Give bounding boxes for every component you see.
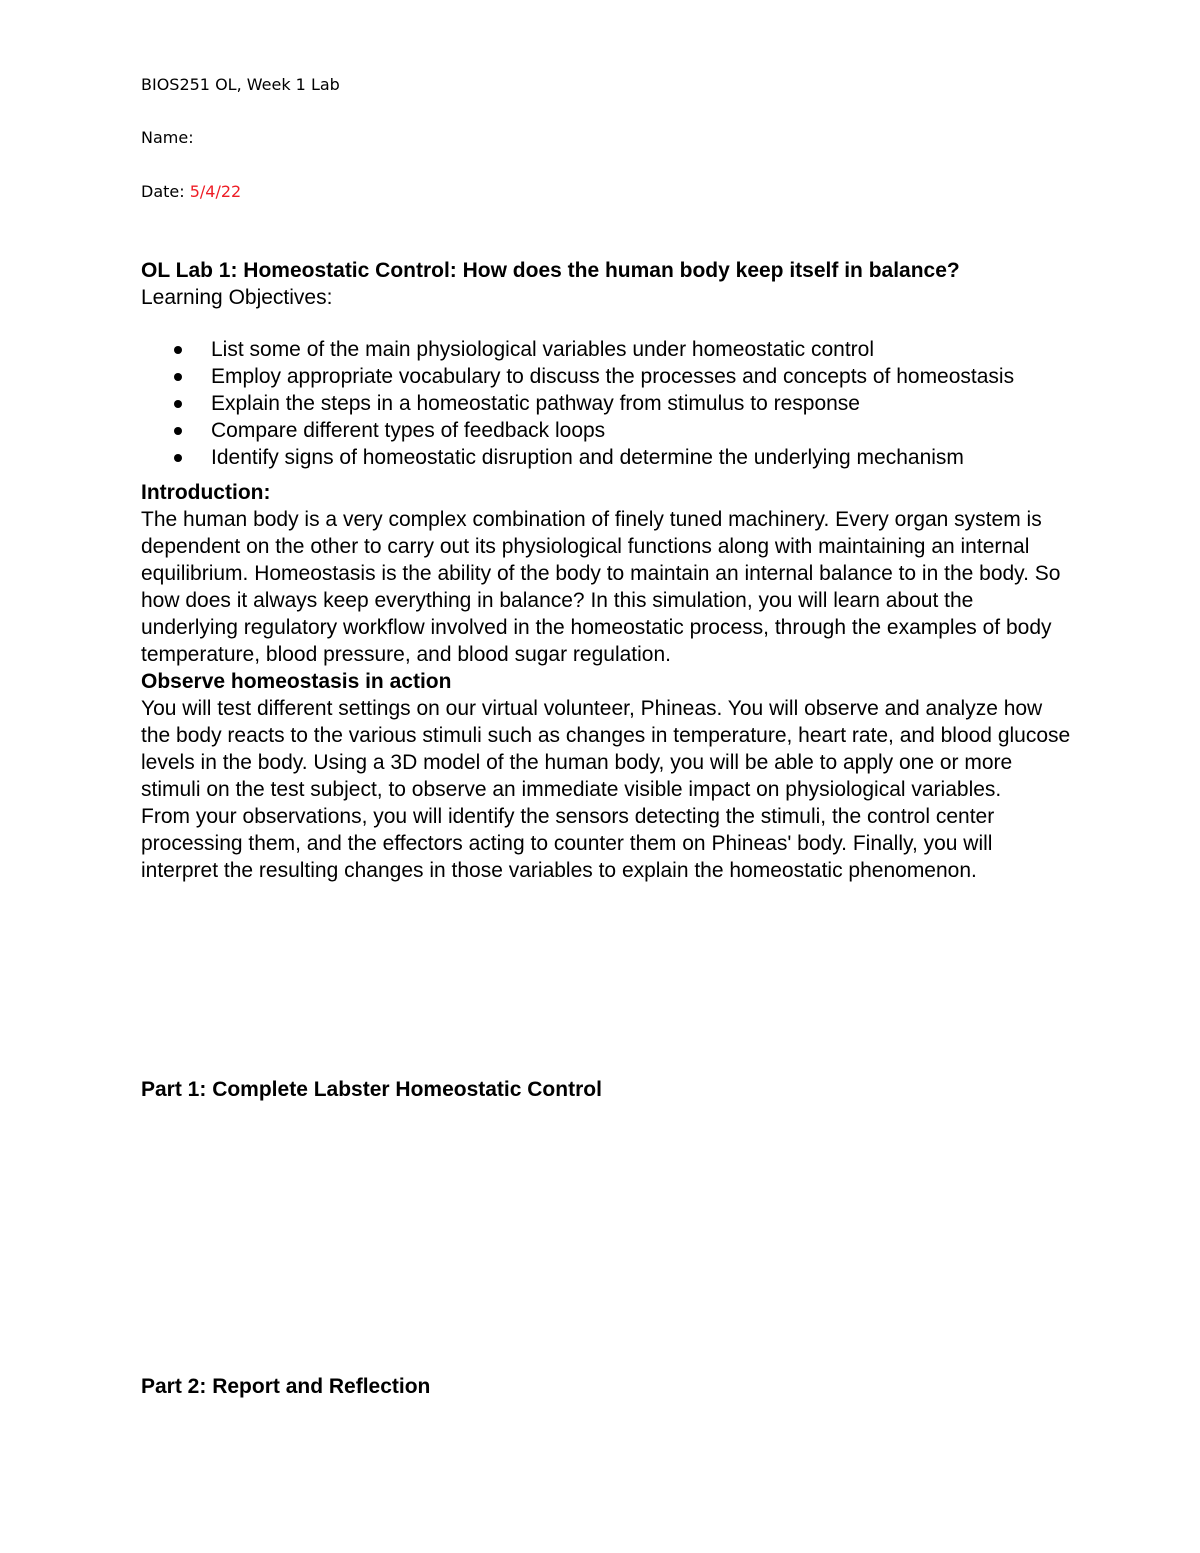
part-1-heading: Part 1: Complete Labster Homeostatic Control: [141, 1078, 602, 1101]
date-value: 5/4/22: [189, 182, 242, 201]
name-line: [141, 128, 194, 148]
objectives-list: [141, 336, 1071, 471]
objectives-heading: Learning Objectives:: [141, 286, 333, 309]
lab-title: OL Lab 1: Homeostatic Control: How does the human body keep itself in balance?: [141, 259, 960, 282]
lab-content: [141, 257, 1071, 884]
objective-text: Compare different types of feedback loops: [211, 419, 606, 442]
list-item: [141, 363, 1071, 390]
list-item: [141, 390, 1071, 417]
introduction-body: The human body is a very complex combination of finely tuned machinery. Every organ system is dependent on the other to carry out its physiological functions along with maintaining an internal equilibrium. Homeostasis is the ability of the body to maintain an internal balance to in the body. So how does it always keep everything in balance? In this simulation, you will learn about the underlying regulatory workflow involved in the homeostatic process, through the examples of body temperature, blood pressure, and blood sugar regulation.: [141, 508, 1061, 666]
observe-heading: Observe homeostasis in action: [141, 670, 452, 693]
part-2-heading: Part 2: Report and Reflection: [141, 1375, 431, 1398]
bullet-icon: [174, 427, 182, 435]
list-item: [141, 336, 1071, 363]
objective-text: Employ appropriate vocabulary to discuss the processes and concepts of homeostasis: [211, 365, 1015, 388]
objective-text: List some of the main physiological variables under homeostatic control: [211, 338, 875, 361]
date-label: Date:: [141, 182, 185, 201]
bullet-icon: [174, 454, 182, 462]
date-line: [141, 182, 241, 202]
observe-paragraph-2: From your observations, you will identify the sensors detecting the stimuli, the control center processing them, and the effectors acting to counter them on Phineas' body. Finally, you will interpret the resulting changes in those variables to explain the homeostatic phenomenon.: [141, 805, 995, 882]
list-item: [141, 417, 1071, 444]
observe-paragraph-1: You will test different settings on our virtual volunteer, Phineas. You will observe and analyze how the body reacts to the various stimuli such as changes in temperature, heart rate, and blood glucose levels in the body. Using a 3D model of the human body, you will be able to apply one or more stimuli on the test subject, to observe an immediate visible impact on physiological variables.: [141, 697, 1071, 801]
bullet-icon: [174, 373, 182, 381]
objective-text: Identify signs of homeostatic disruption and determine the underlying mechanism: [211, 446, 964, 469]
course-header: BIOS251 OL, Week 1 Lab: [141, 75, 340, 94]
bullet-icon: [174, 400, 182, 408]
introduction-heading: Introduction:: [141, 481, 271, 504]
list-item: [141, 444, 1071, 471]
bullet-icon: [174, 346, 182, 354]
objective-text: Explain the steps in a homeostatic pathway from stimulus to response: [211, 392, 860, 415]
name-label: Name:: [141, 128, 194, 147]
